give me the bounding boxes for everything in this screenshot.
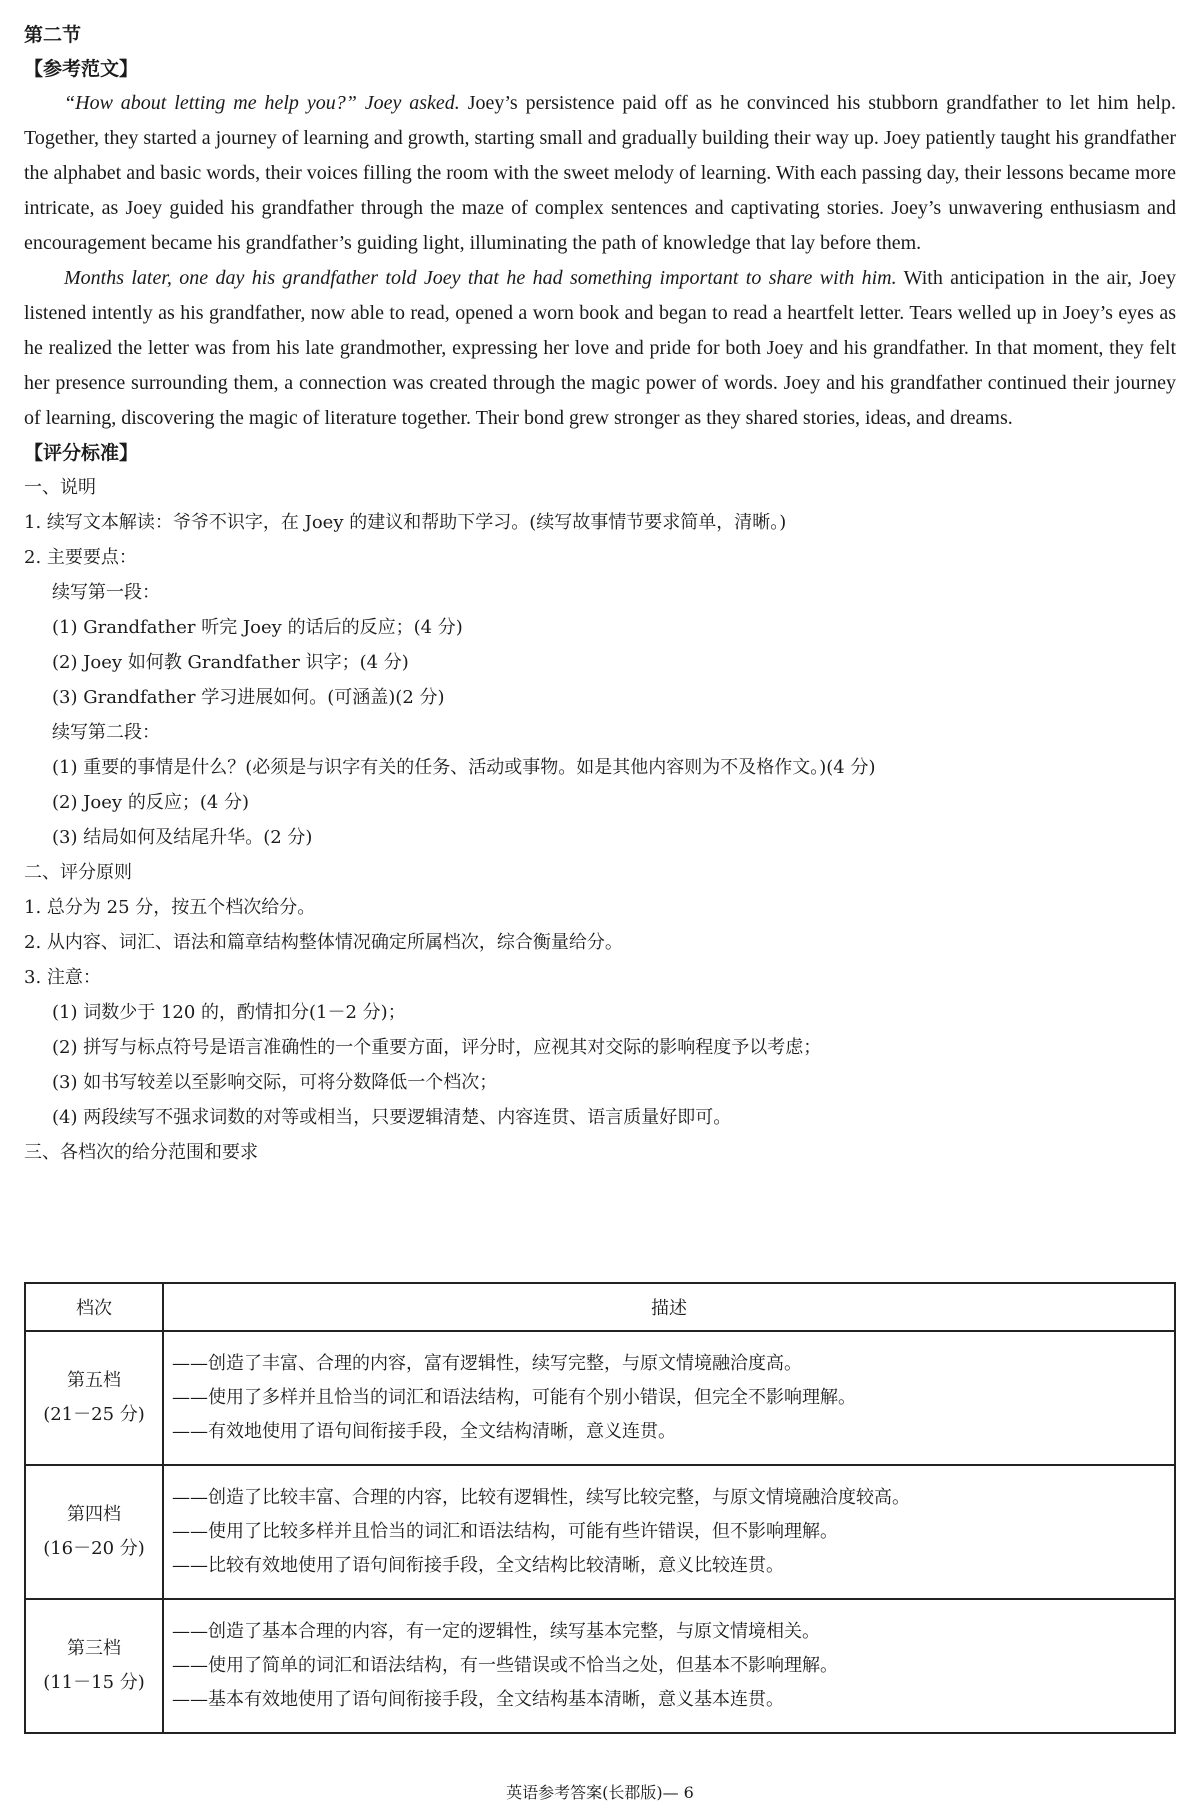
- description-line: ——创造了丰富、合理的内容，富有逻辑性，续写完整，与原文情境融洽度高。: [172, 1353, 802, 1374]
- section-title: 第二节: [24, 24, 82, 46]
- essay-paragraph-2: [24, 261, 1176, 436]
- model-essay-heading: 【参考范文】: [24, 58, 139, 80]
- level-name: 第五档: [67, 1370, 121, 1391]
- description-cell: [163, 1599, 1175, 1733]
- description-line: ——基本有效地使用了语句间衔接手段，全文结构基本清晰，意义基本连贯。: [172, 1689, 784, 1710]
- paragraph-1-point: (2) Joey 如何教 Grandfather 识字；(4 分): [52, 652, 409, 673]
- level-range: (16－20 分): [43, 1538, 145, 1559]
- paragraph-2-point: (3) 结局如何及结尾升华。(2 分): [52, 827, 313, 848]
- table-row: [25, 1599, 1175, 1733]
- table-row: [25, 1465, 1175, 1599]
- level-name: 第四档: [67, 1504, 121, 1525]
- model-essay: [24, 86, 1176, 436]
- paragraph-2-title: 续写第二段：: [52, 722, 160, 743]
- grading-table: [24, 1282, 1176, 1734]
- essay-paragraph-1: [24, 86, 1176, 261]
- principle-item: 2. 从内容、词汇、语法和篇章结构整体情况确定所属档次，综合衡量给分。: [24, 932, 623, 953]
- table-row: [25, 1331, 1175, 1465]
- level-range: (11－15 分): [43, 1672, 145, 1693]
- level-cell: [25, 1599, 163, 1733]
- description-cell: [163, 1465, 1175, 1599]
- table-header-row: [25, 1283, 1175, 1331]
- paragraph-1-point: (3) Grandfather 学习进展如何。(可涵盖)(2 分): [52, 687, 445, 708]
- essay-paragraph-2-body: With anticipation in the air, Joey listened intently as his grandfather, now able to read, opened a worn book and began to read a heartfelt letter. Tears welled up in Joey’s eyes as he realized the letter was from his late grandmother, expressing her love and pride for both Joey and his grandfather. In that moment, they felt her presence surrounding them, a connection was created through the magic power of words. Joey and his grandfather continued their journey of learning, discovering the magic of literature together. Their bond grew stronger as they shared stories, ideas, and dreams.: [24, 267, 1177, 429]
- description-line: ——使用了多样并且恰当的词汇和语法结构，可能有个别小错误，但完全不影响理解。: [172, 1387, 856, 1408]
- essay-paragraph-2-lead: Months later, one day his grandfather told Joey that he had something important to share with him.: [64, 267, 897, 289]
- criteria-heading: 【评分标准】: [24, 442, 139, 464]
- description-line: ——使用了简单的词汇和语法结构，有一些错误或不恰当之处，但基本不影响理解。: [172, 1655, 838, 1676]
- principle-item: 3. 注意：: [24, 967, 101, 988]
- level-cell: [25, 1331, 163, 1465]
- note-item: (2) 拼写与标点符号是语言准确性的一个重要方面，评分时，应视其对交际的影响程度予以考虑；: [52, 1037, 822, 1058]
- description-line: ——创造了比较丰富、合理的内容，比较有逻辑性，续写比较完整，与原文情境融洽度较高。: [172, 1487, 910, 1508]
- paragraph-1-point: (1) Grandfather 听完 Joey 的话后的反应；(4 分): [52, 617, 463, 638]
- note-item: (4) 两段续写不强求词数的对等或相当，只要逻辑清楚、内容连贯、语言质量好即可。: [52, 1107, 732, 1128]
- note-item: (1) 词数少于 120 的，酌情扣分(1－2 分)；: [52, 1002, 406, 1023]
- description-line: ——有效地使用了语句间衔接手段，全文结构清晰，意义连贯。: [172, 1421, 676, 1442]
- page-footer: 英语参考答案(长郡版)— 6: [506, 1783, 694, 1802]
- level-cell: [25, 1465, 163, 1599]
- table-header-level: 档次: [25, 1283, 163, 1331]
- paragraph-2-point: (1) 重要的事情是什么？(必须是与识字有关的任务、活动或事物。如是其他内容则为不及格作文。)(4 分): [52, 757, 876, 778]
- level-range: (21－25 分): [43, 1404, 145, 1425]
- description-line: ——比较有效地使用了语句间衔接手段，全文结构比较清晰，意义比较连贯。: [172, 1555, 784, 1576]
- explanation-title: 一、说明: [24, 477, 96, 498]
- explanation-item-2: 2. 主要要点：: [24, 547, 137, 568]
- principle-item: 1. 总分为 25 分，按五个档次给分。: [24, 897, 316, 918]
- description-cell: [163, 1331, 1175, 1465]
- levels-title: 三、各档次的给分范围和要求: [24, 1142, 258, 1163]
- essay-paragraph-1-body: Joey’s persistence paid off as he convinced his stubborn grandfather to let him help. Together, they started a journey of learning and growth, starting small and gradually building their way up. Joey patiently taught his grandfather the alphabet and basic words, their voices filling the room with the sweet melody of learning. With each passing day, their lessons became more intricate, as Joey guided his grandfather through the maze of complex sentences and captivating stories. Joey’s unwavering enthusiasm and encouragement became his grandfather’s guiding light, illuminating the path of knowledge that lay before them.: [24, 92, 1176, 254]
- description-line: ——创造了基本合理的内容，有一定的逻辑性，续写基本完整，与原文情境相关。: [172, 1621, 820, 1642]
- explanation-item-1: 1. 续写文本解读：爷爷不识字，在 Joey 的建议和帮助下学习。(续写故事情节要求简单，清晰。): [24, 512, 787, 533]
- document-page: [24, 18, 1177, 1710]
- principles-title: 二、评分原则: [24, 862, 132, 883]
- note-item: (3) 如书写较差以至影响交际，可将分数降低一个档次；: [52, 1072, 498, 1093]
- essay-paragraph-1-lead: “How about letting me help you?” Joey asked.: [64, 92, 460, 114]
- paragraph-2-point: (2) Joey 的反应；(4 分): [52, 792, 250, 813]
- table-header-description: 描述: [163, 1283, 1175, 1331]
- description-line: ——使用了比较多样并且恰当的词汇和语法结构，可能有些许错误，但不影响理解。: [172, 1521, 838, 1542]
- level-name: 第三档: [67, 1638, 121, 1659]
- paragraph-1-title: 续写第一段：: [52, 582, 160, 603]
